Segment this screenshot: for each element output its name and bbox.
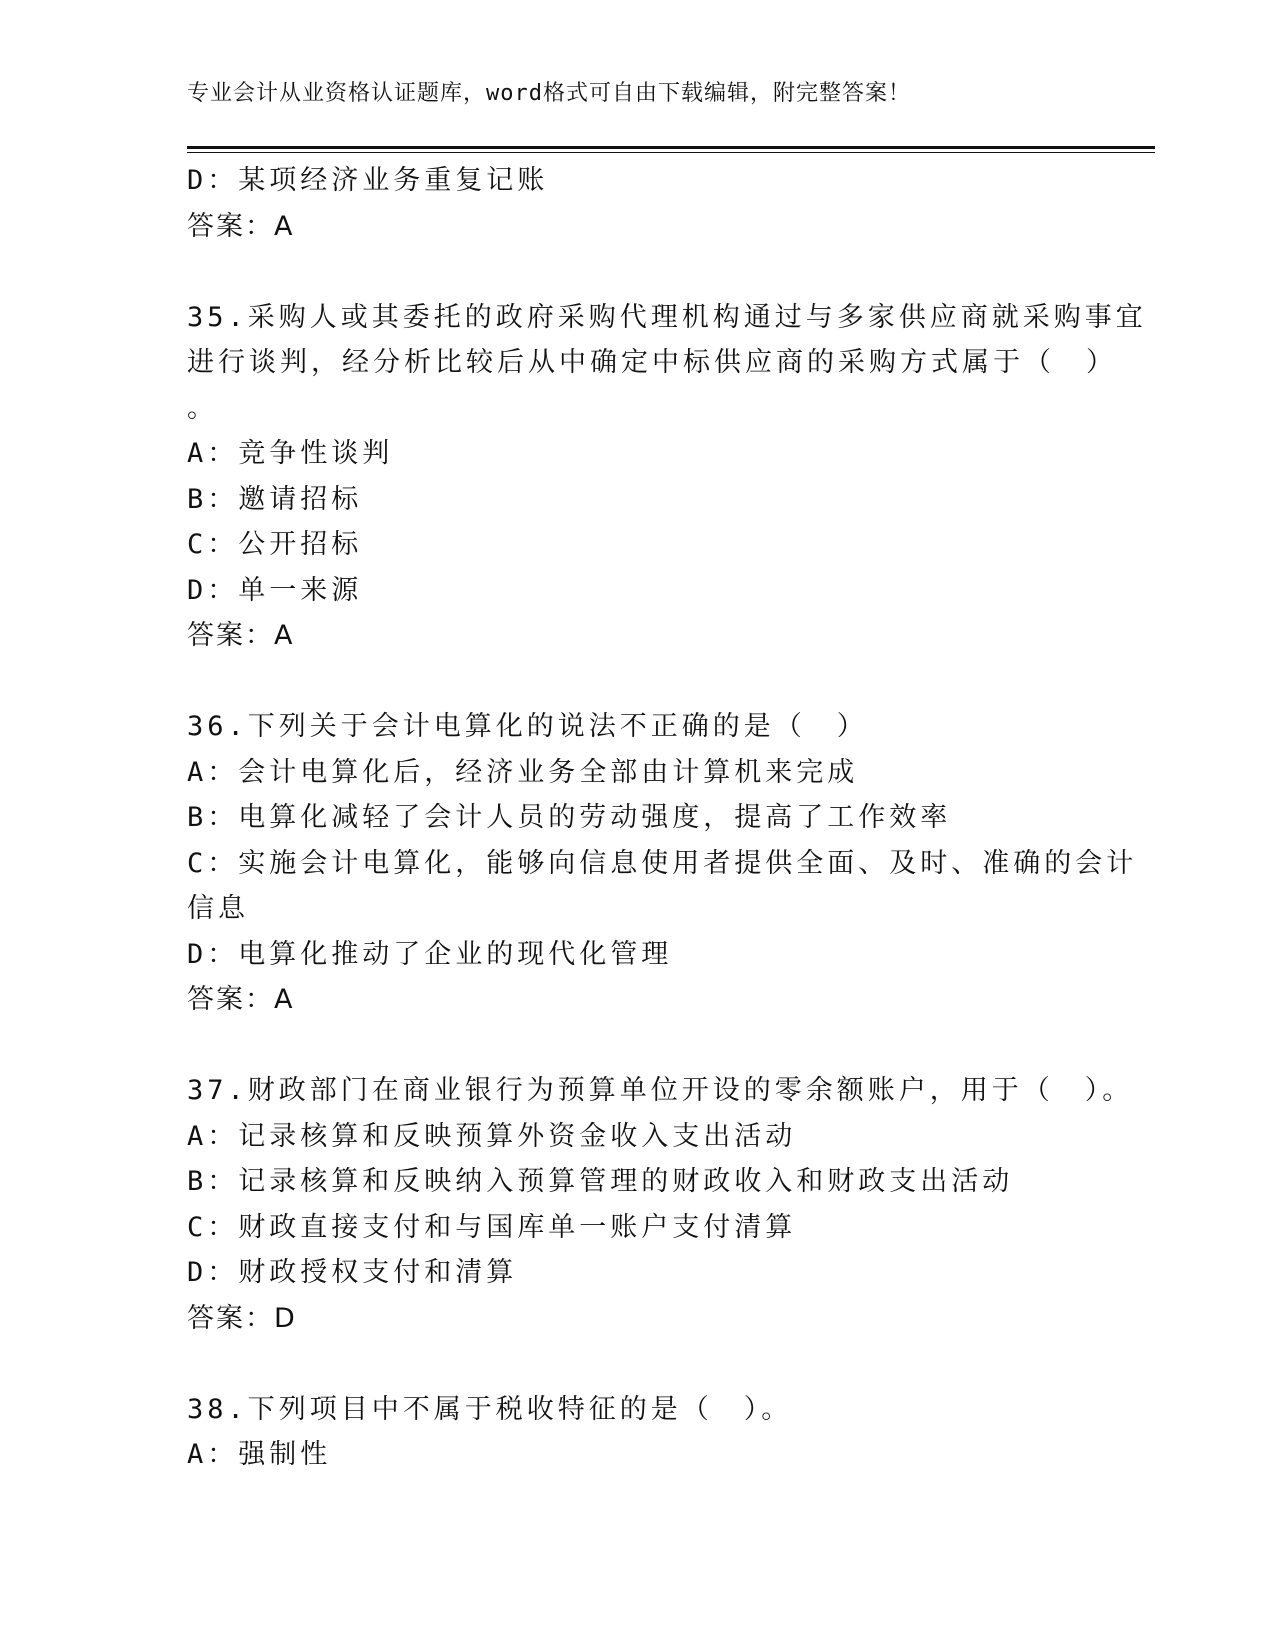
option-d: D：某项经济业务重复记账 <box>187 165 549 196</box>
question-36 <box>187 704 1138 1023</box>
option-b: B：电算化减轻了会计人员的劳动强度，提高了工作效率 <box>187 802 952 833</box>
option-a: A：竞争性谈判 <box>187 438 394 469</box>
question-stem: 38.下列项目中不属于税收特征的是（ ）。 <box>187 1393 793 1425</box>
question-stem: 37.财政部门在商业银行为预算单位开设的零余额账户，用于（ ）。 <box>187 1075 1134 1106</box>
header-divider <box>187 146 1155 149</box>
option-a: A：强制性 <box>187 1439 332 1470</box>
answer: 答案：A <box>187 984 295 1015</box>
header-divider-thin <box>187 152 1155 153</box>
option-c: C：公开招标 <box>187 529 363 560</box>
question-stem: 35.采购人或其委托的政府采购代理机构通过与多家供应商就采购事宜 <box>187 301 1147 333</box>
question-37 <box>187 1068 1134 1341</box>
option-c: C：实施会计电算化，能够向信息使用者提供全面、及时、准确的会计 <box>187 847 1138 879</box>
option-c-continued: 信息 <box>187 893 249 924</box>
question-stem: 36.下列关于会计电算化的说法不正确的是（ ） <box>187 711 868 742</box>
question-38 <box>187 1387 1087 1478</box>
option-a: A：会计电算化后，经济业务全部由计算机来完成 <box>187 756 859 788</box>
option-d: D：财政授权支付和清算 <box>187 1257 518 1288</box>
answer: 答案：D <box>187 1302 297 1334</box>
answer: 答案：A <box>187 620 295 651</box>
option-d: D：电算化推动了企业的现代化管理 <box>187 938 673 970</box>
answer: 答案：A <box>187 210 295 242</box>
document-body <box>187 158 1147 1478</box>
question-35 <box>187 295 1147 659</box>
option-d: D：单一来源 <box>187 574 363 606</box>
option-b: B：邀请招标 <box>187 483 363 515</box>
question-stem: 进行谈判，经分析比较后从中确定中标供应商的采购方式属于（ ） <box>187 347 1117 378</box>
option-c: C：财政直接支付和与国库单一账户支付清算 <box>187 1211 797 1243</box>
question-stem: 。 <box>187 392 218 424</box>
page-header: 专业会计从业资格认证题库，word格式可自由下载编辑，附完整答案！ <box>187 81 911 106</box>
option-a: A：记录核算和反映预算外资金收入支出活动 <box>187 1120 797 1152</box>
option-b: B：记录核算和反映纳入预算管理的财政收入和财政支出活动 <box>187 1166 1014 1197</box>
